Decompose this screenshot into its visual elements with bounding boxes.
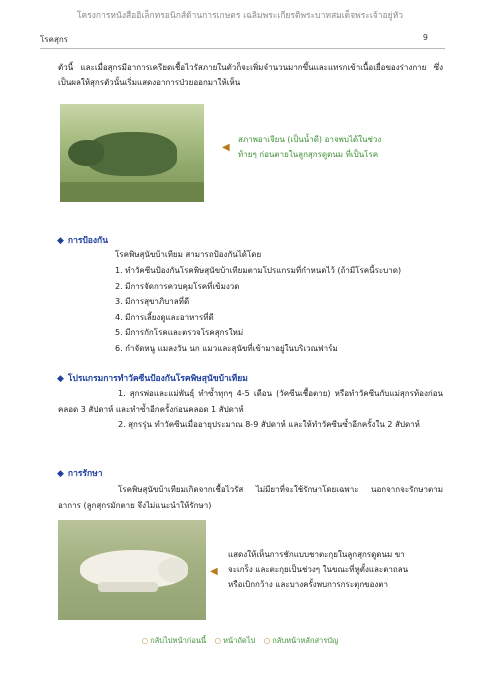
bullet-icon: ○ [141,636,149,645]
vaccine-program-text [58,386,443,433]
bullet-icon: ○ [214,636,222,645]
list-item: 1. ทำวัคซีนป้องกันโรคพิษสุนัขบ้าเทียมตามโปรแกรมที่กำหนดไว้ (ถ้ามีโรคนี้ระบาด) [115,266,402,275]
list-item: 5. มีการกักโรคและตรวจโรคสุกรใหม่ [115,328,244,337]
page-number: 9 [422,33,428,42]
list-item: 6. กำจัดหนู แมลงวัน นก แมวและสุนัขที่เข้ามาอยู่ในบริเวณฟาร์ม [115,343,338,353]
list-item: 4. มีการเลี้ยงดูและอาหารที่ดี [115,312,214,322]
prev-page-link[interactable] [142,636,207,645]
vaccine-paragraph-2: 2. สุกรรุ่น ทำวัคซีนเมื่ออายุประมาณ 8-9 สัปดาห์ และให้ทำวัคซีนซ้ำอีกครั้งใน 2 สัปดาห์ [118,420,420,429]
caption-1-line-2: ท้ายๆ ก่อนตายในลูกสุกรดูดนม ที่เป็นโรค [238,150,379,159]
caption-pointer-icon: ◀ [210,566,218,577]
diamond-bullet-icon: ◆ [57,236,64,246]
treatment-paragraph: โรคพิษสุนัขบ้าเทียมเกิดจากเชื้อไวรัส ไม่มียาที่จะใช้รักษาโดยเฉพาะ นอกจากจะรักษาตามอาการ (ลูกสุกรมักตาย จึงไม่แนะนำให้รักษา) [58,485,443,510]
next-page-label: หน้าถัดไป [223,636,256,645]
prevention-list [115,263,401,356]
prev-page-label: กลับไปหน้าก่อนนี้ [150,636,207,645]
header-divider [40,48,445,49]
caption-2-line-2: จะเกร็ง และตะกุยเป็นช่วงๆ ในขณะที่หูตั้งและตาถลน [228,565,409,574]
treatment-heading [57,466,103,480]
prevention-heading-text: การป้องกัน [67,236,109,246]
toc-label: กลับหน้าหลักสารบัญ [272,636,339,645]
caption-pointer-icon: ◀ [222,142,230,153]
intro-paragraph: ตัวนี้ และเมื่อสุกรมีอาการเครียดเชื้อไวรัสภายในตัวก็จะเพิ่มจำนวนมากขึ้นและแทรกเข้าเนื้อเยื่อของร่างกาย ซึ่งเป็นผลให้สุกรตัวนั้นเริ่มแสดงอาการป่วยออกมาให้เห็น [58,63,443,87]
caption-2-line-1: แสดงให้เห็นการชักแบบชาตะกุยในลูกสุกรดูดนม ขา [228,550,405,559]
caption-1-line-1: สภาพอาเจียน (เป็นน้ำดี) อาจพบได้ในช่วง [238,135,382,144]
vaccine-program-heading [57,371,248,385]
section-header: โรคสุกร [40,35,68,44]
list-item: 3. มีการสุขาภิบาลที่ดี [115,297,190,306]
caption-2-line-3: หรือเบิกกว้าง และบางครั้งพบการกระตุกของตา [228,580,389,589]
next-page-link[interactable] [215,636,256,645]
convulsing-piglet-photo [58,520,206,620]
bullet-icon: ○ [263,636,271,645]
toc-link[interactable] [264,636,339,645]
vaccine-heading-text: โปรแกรมการทำวัคซีนป้องกันโรคพิษสุนัขบ้าเทียม [67,374,248,384]
prevention-heading [57,233,108,247]
diamond-bullet-icon: ◆ [57,374,64,384]
vomiting-piglet-photo [60,104,204,202]
footer-navigation [0,635,480,647]
vaccine-paragraph-1: 1. สุกรพ่อและแม่พันธุ์ ทำซ้ำทุกๆ 4-5 เดือน (วัคซีนเชื้อตาย) หรือทำวัคซีนกับแม่สุกรท้องก่อนคลอด 3 สัปดาห์ และทำซ้ำอีกครั้งก่อนคลอด 1 สัปดาห์ [58,389,443,414]
prevention-intro: โรคพิษสุนัขบ้าเทียม สามารถป้องกันได้โดย [115,250,262,259]
publication-banner: โครงการหนังสืออิเล็กทรอนิกส์ด้านการเกษตร เฉลิมพระเกียรติพระบาทสมเด็จพระเจ้าอยู่หัว [76,11,404,21]
treatment-heading-text: การรักษา [67,469,103,479]
photo-caption-1 [238,132,438,162]
list-item: 2. มีการจัดการควบคุมโรคที่เข้มงวด [115,281,240,291]
diamond-bullet-icon: ◆ [57,469,64,479]
photo-caption-2 [228,547,438,592]
